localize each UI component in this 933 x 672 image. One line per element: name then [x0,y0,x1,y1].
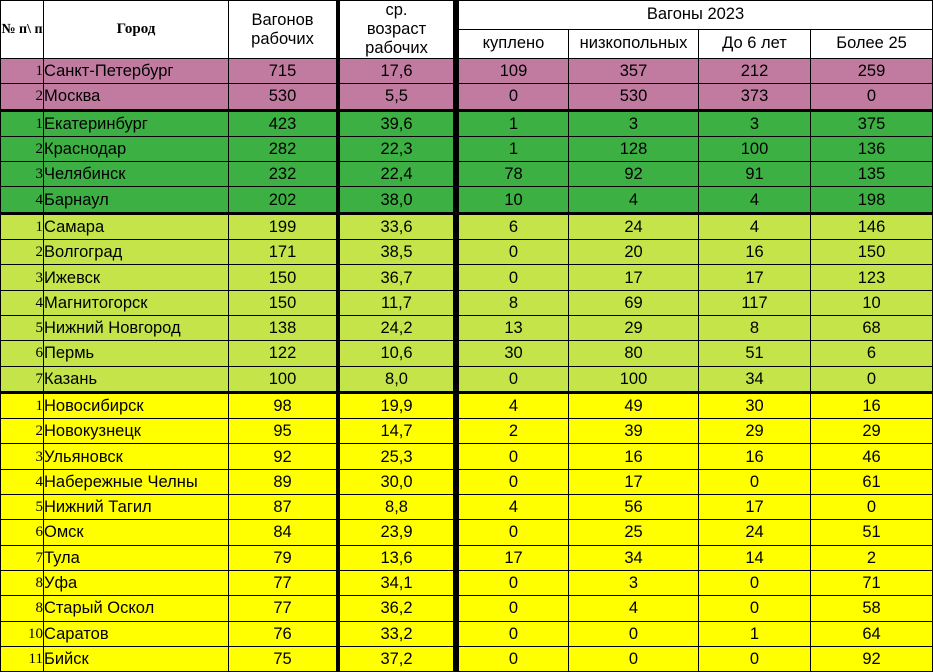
cell-num[interactable]: 7 [0,367,44,394]
cell-workers[interactable]: 84 [229,520,337,545]
cell-lowfloor[interactable]: 92 [569,162,699,187]
cell-workers[interactable]: 138 [229,316,337,341]
cell-workers[interactable]: 92 [229,444,337,469]
cell-num[interactable]: 1 [0,215,44,240]
cell-num[interactable]: 2 [0,240,44,265]
cell-num[interactable]: 1 [0,112,44,137]
table-row [0,291,933,316]
cell-city[interactable]: Краснодар [44,137,229,162]
cell-num[interactable]: 6 [0,520,44,545]
cell-city[interactable]: Самара [44,215,229,240]
cell-lowfloor[interactable]: 16 [569,444,699,469]
table-row [0,520,933,545]
cell-bought[interactable]: 6 [454,215,569,240]
cell-lowfloor[interactable]: 17 [569,265,699,290]
table-row [0,546,933,571]
cell-workers[interactable]: 100 [229,367,337,394]
table-row [0,470,933,495]
cell-city[interactable]: Москва [44,84,229,111]
cell-workers[interactable]: 150 [229,291,337,316]
cell-num[interactable]: 3 [0,444,44,469]
cell-num[interactable]: 8 [0,571,44,596]
cell-num[interactable]: 2 [0,419,44,444]
cell-lowfloor[interactable]: 530 [569,84,699,111]
cell-under6[interactable]: 117 [699,291,811,316]
cell-workers[interactable]: 89 [229,470,337,495]
header-year-group[interactable]: Вагоны 2023 [454,0,933,30]
cell-num[interactable]: 4 [0,470,44,495]
cell-workers[interactable]: 87 [229,495,337,520]
cell-workers[interactable]: 95 [229,419,337,444]
header-bought[interactable]: куплено [454,30,569,60]
cell-workers[interactable]: 530 [229,84,337,111]
cell-age[interactable]: 22,4 [337,162,454,187]
cell-bought[interactable]: 0 [454,596,569,621]
cell-under6[interactable]: 8 [699,316,811,341]
cell-over25[interactable]: 135 [811,162,933,187]
cell-num[interactable]: 7 [0,546,44,571]
cell-over25[interactable]: 150 [811,240,933,265]
cell-num[interactable]: 6 [0,341,44,366]
cell-bought[interactable]: 2 [454,419,569,444]
cell-age[interactable]: 10,6 [337,341,454,366]
cell-bought[interactable]: 78 [454,162,569,187]
header-age[interactable]: ср. возраст рабочих [337,0,454,59]
cell-lowfloor[interactable]: 4 [569,187,699,214]
cell-over25[interactable]: 71 [811,571,933,596]
cell-city[interactable]: Пермь [44,341,229,366]
cell-lowfloor[interactable]: 3 [569,571,699,596]
cell-bought[interactable]: 4 [454,495,569,520]
table-row [0,59,933,84]
cell-num[interactable]: 11 [0,647,44,672]
cell-under6[interactable]: 34 [699,367,811,394]
table-row [0,316,933,341]
cell-num[interactable]: 8 [0,596,44,621]
cell-num[interactable]: 2 [0,84,44,111]
cell-over25[interactable]: 29 [811,419,933,444]
cell-city[interactable]: Саратов [44,622,229,647]
cell-over25[interactable]: 68 [811,316,933,341]
header-city[interactable]: Город [44,0,229,59]
cell-lowfloor[interactable]: 69 [569,291,699,316]
cell-workers[interactable]: 76 [229,622,337,647]
cell-city[interactable]: Санкт-Петербург [44,59,229,84]
header-num[interactable]: № п\ п [0,0,44,59]
cell-workers[interactable]: 75 [229,647,337,672]
cell-under6[interactable]: 51 [699,341,811,366]
cell-under6[interactable]: 0 [699,571,811,596]
cell-bought[interactable]: 17 [454,546,569,571]
cell-bought[interactable]: 0 [454,367,569,394]
table-row [0,137,933,162]
cell-workers[interactable]: 199 [229,215,337,240]
cell-over25[interactable]: 375 [811,112,933,137]
cell-num[interactable]: 1 [0,394,44,419]
cell-num[interactable]: 4 [0,187,44,214]
cell-city[interactable]: Уфа [44,571,229,596]
cell-num[interactable]: 1 [0,59,44,84]
cell-over25[interactable]: 198 [811,187,933,214]
cell-city[interactable]: Ижевск [44,265,229,290]
cell-under6[interactable]: 91 [699,162,811,187]
cell-age[interactable]: 37,2 [337,647,454,672]
cell-lowfloor[interactable]: 357 [569,59,699,84]
cell-bought[interactable]: 0 [454,84,569,111]
cell-workers[interactable]: 77 [229,596,337,621]
cell-lowfloor[interactable]: 20 [569,240,699,265]
cell-lowfloor[interactable]: 4 [569,596,699,621]
cell-lowfloor[interactable]: 100 [569,367,699,394]
cell-lowfloor[interactable]: 34 [569,546,699,571]
cell-city[interactable]: Магнитогорск [44,291,229,316]
cell-bought[interactable]: 10 [454,187,569,214]
cell-over25[interactable]: 10 [811,291,933,316]
table-row [0,495,933,520]
cell-num[interactable]: 4 [0,291,44,316]
cell-city[interactable]: Новокузнецк [44,419,229,444]
cell-over25[interactable]: 51 [811,520,933,545]
cell-lowfloor[interactable]: 39 [569,419,699,444]
table-row [0,444,933,469]
cell-num[interactable]: 10 [0,622,44,647]
table-row [0,84,933,111]
cell-city[interactable]: Барнаул [44,187,229,214]
cell-num[interactable]: 3 [0,265,44,290]
cell-city[interactable]: Старый Оскол [44,596,229,621]
cell-under6[interactable]: 373 [699,84,811,111]
cell-workers[interactable]: 122 [229,341,337,366]
table-row [0,571,933,596]
cell-city[interactable]: Нижний Тагил [44,495,229,520]
header-workers[interactable]: Вагонов рабочих [229,0,337,59]
cell-under6[interactable]: 14 [699,546,811,571]
cell-age[interactable]: 25,3 [337,444,454,469]
cell-city[interactable]: Новосибирск [44,394,229,419]
cell-workers[interactable]: 282 [229,137,337,162]
cell-age[interactable]: 36,2 [337,596,454,621]
header-lowfloor[interactable]: низкопольных [569,30,699,60]
cell-workers[interactable]: 150 [229,265,337,290]
cell-num[interactable]: 2 [0,137,44,162]
cell-bought[interactable]: 1 [454,137,569,162]
cell-under6[interactable]: 24 [699,520,811,545]
cell-num[interactable]: 5 [0,495,44,520]
cell-under6[interactable]: 16 [699,444,811,469]
cell-city[interactable]: Омск [44,520,229,545]
cell-bought[interactable]: 30 [454,341,569,366]
cell-bought[interactable]: 0 [454,571,569,596]
table-row [0,187,933,214]
cell-over25[interactable]: 2 [811,546,933,571]
cell-bought[interactable]: 0 [454,647,569,672]
cell-age[interactable]: 5,5 [337,84,454,111]
cell-workers[interactable]: 423 [229,112,337,137]
table-row [0,419,933,444]
cell-workers[interactable]: 171 [229,240,337,265]
table-row [0,596,933,621]
cell-num[interactable]: 3 [0,162,44,187]
table-row [0,367,933,394]
cell-over25[interactable]: 16 [811,394,933,419]
cell-age[interactable]: 30,0 [337,470,454,495]
table-row [0,394,933,419]
cell-under6[interactable]: 3 [699,112,811,137]
cell-bought[interactable]: 8 [454,291,569,316]
cell-city[interactable]: Бийск [44,647,229,672]
cell-under6[interactable]: 0 [699,596,811,621]
cell-under6[interactable]: 17 [699,495,811,520]
cell-age[interactable]: 19,9 [337,394,454,419]
cell-city[interactable]: Нижний Новгород [44,316,229,341]
header-over25[interactable]: Более 25 [811,30,933,60]
cell-num[interactable]: 5 [0,316,44,341]
cell-lowfloor[interactable]: 25 [569,520,699,545]
cell-city[interactable]: Казань [44,367,229,394]
cell-under6[interactable]: 0 [699,470,811,495]
cell-workers[interactable]: 98 [229,394,337,419]
cell-over25[interactable]: 92 [811,647,933,672]
cell-city[interactable]: Екатеринбург [44,112,229,137]
cell-age[interactable]: 8,8 [337,495,454,520]
cell-age[interactable]: 11,7 [337,291,454,316]
cell-lowfloor[interactable]: 0 [569,622,699,647]
cell-age[interactable]: 33,2 [337,622,454,647]
cell-under6[interactable]: 16 [699,240,811,265]
cell-age[interactable]: 34,1 [337,571,454,596]
cell-over25[interactable]: 46 [811,444,933,469]
cell-lowfloor[interactable]: 80 [569,341,699,366]
cell-city[interactable]: Тула [44,546,229,571]
cell-under6[interactable]: 4 [699,215,811,240]
table-row [0,341,933,366]
cell-workers[interactable]: 77 [229,571,337,596]
cell-bought[interactable]: 109 [454,59,569,84]
header-row-top [0,0,933,30]
cell-under6[interactable]: 30 [699,394,811,419]
cell-bought[interactable]: 0 [454,622,569,647]
cell-bought[interactable]: 0 [454,240,569,265]
cell-over25[interactable]: 58 [811,596,933,621]
cell-city[interactable]: Волгоград [44,240,229,265]
cell-age[interactable]: 36,7 [337,265,454,290]
table-row [0,622,933,647]
cell-age[interactable]: 33,6 [337,215,454,240]
table-row [0,112,933,137]
cell-lowfloor[interactable]: 49 [569,394,699,419]
cell-lowfloor[interactable]: 29 [569,316,699,341]
cell-lowfloor[interactable]: 3 [569,112,699,137]
cell-age[interactable]: 13,6 [337,546,454,571]
cell-bought[interactable]: 0 [454,470,569,495]
cell-over25[interactable]: 0 [811,367,933,394]
table-row [0,647,933,672]
cell-lowfloor[interactable]: 24 [569,215,699,240]
cell-bought[interactable]: 0 [454,444,569,469]
cell-age[interactable]: 24,2 [337,316,454,341]
cell-over25[interactable]: 0 [811,84,933,111]
cell-under6[interactable]: 29 [699,419,811,444]
cell-bought[interactable]: 13 [454,316,569,341]
cell-city[interactable]: Ульяновск [44,444,229,469]
cell-age[interactable]: 8,0 [337,367,454,394]
cell-under6[interactable]: 212 [699,59,811,84]
cell-over25[interactable]: 61 [811,470,933,495]
cell-over25[interactable]: 0 [811,495,933,520]
cell-over25[interactable]: 136 [811,137,933,162]
cell-city[interactable]: Набережные Челны [44,470,229,495]
table-row [0,265,933,290]
cell-lowfloor[interactable]: 0 [569,647,699,672]
cell-bought[interactable]: 1 [454,112,569,137]
cell-over25[interactable]: 146 [811,215,933,240]
cell-age[interactable]: 14,7 [337,419,454,444]
cell-over25[interactable]: 64 [811,622,933,647]
cell-workers[interactable]: 715 [229,59,337,84]
cell-bought[interactable]: 0 [454,520,569,545]
cell-over25[interactable]: 6 [811,341,933,366]
cell-under6[interactable]: 17 [699,265,811,290]
cell-workers[interactable]: 232 [229,162,337,187]
cell-city[interactable]: Челябинск [44,162,229,187]
cell-lowfloor[interactable]: 56 [569,495,699,520]
cell-under6[interactable]: 1 [699,622,811,647]
cell-age[interactable]: 17,6 [337,59,454,84]
cell-bought[interactable]: 0 [454,265,569,290]
cell-age[interactable]: 22,3 [337,137,454,162]
cell-over25[interactable]: 259 [811,59,933,84]
table-body [0,59,933,672]
cell-under6[interactable]: 100 [699,137,811,162]
cell-age[interactable]: 39,6 [337,112,454,137]
table-row [0,162,933,187]
cell-workers[interactable]: 79 [229,546,337,571]
table-row [0,240,933,265]
cell-bought[interactable]: 4 [454,394,569,419]
cell-age[interactable]: 38,5 [337,240,454,265]
cell-over25[interactable]: 123 [811,265,933,290]
table-row [0,215,933,240]
cell-under6[interactable]: 4 [699,187,811,214]
header-under6[interactable]: До 6 лет [699,30,811,60]
cell-lowfloor[interactable]: 128 [569,137,699,162]
cell-under6[interactable]: 0 [699,647,811,672]
cell-lowfloor[interactable]: 17 [569,470,699,495]
cell-workers[interactable]: 202 [229,187,337,214]
cell-age[interactable]: 23,9 [337,520,454,545]
cell-age[interactable]: 38,0 [337,187,454,214]
